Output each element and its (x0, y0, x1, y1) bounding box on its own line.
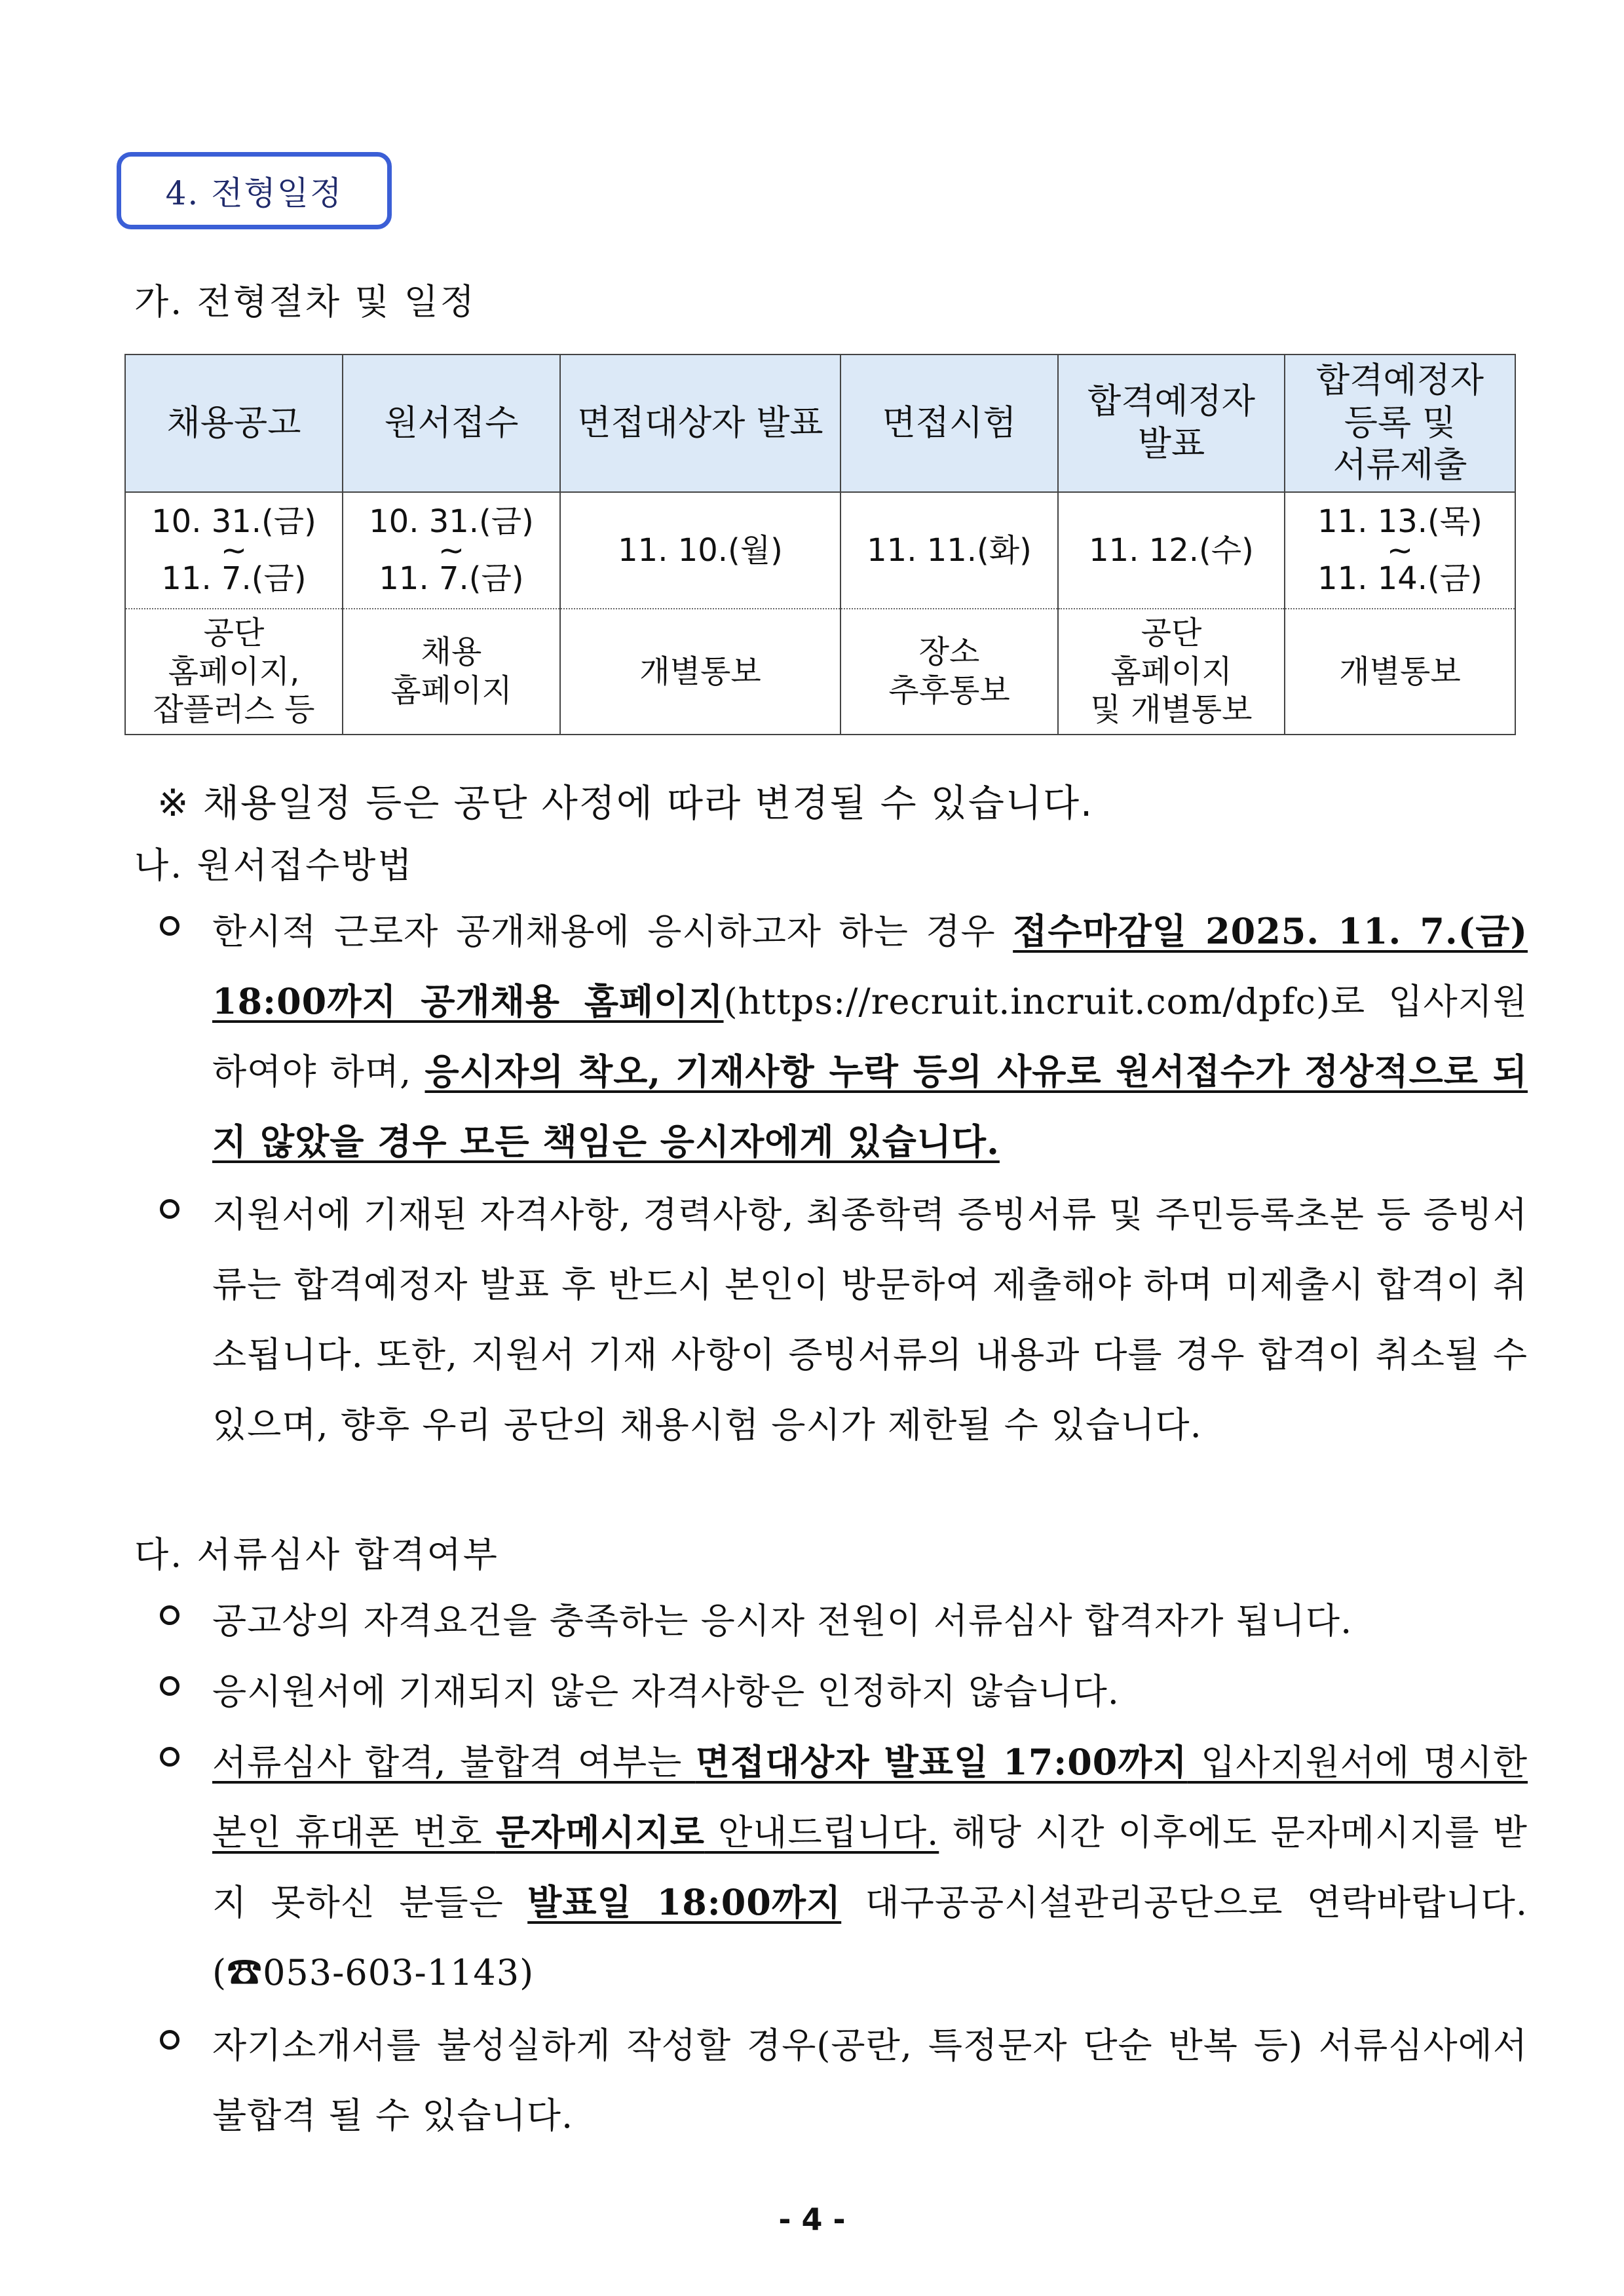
bullet-item (152, 896, 1528, 1177)
date-cell: 11. 13.(목) ~ 11. 14.(금) (1285, 492, 1515, 609)
bullet-text: 지원서에 기재된 자격사항, 경력사항, 최종학력 증빙서류 및 주민등록초본 등 증빙서류는 합격예정자 발표 후 반드시 본인이 방문하여 제출해야 하며 미제출시 합격이 취소됩니다. 또한, 지원서 기재 사항이 증빙서류의 내용과 다를 경우 합격이 취소될 수 있으며, 향후 우리 공단의 채용시험 응시가 제한될 수 있습니다. (212, 1194, 1528, 1445)
date-cell: 11. 10.(월) (560, 492, 840, 609)
method-cell: 개별통보 (1285, 609, 1515, 735)
header-cell: 면접시험 (840, 354, 1058, 492)
section-title: 4. 전형일정 (165, 174, 343, 212)
bullet-item (152, 1727, 1528, 2008)
circle-bullet-icon (160, 916, 179, 936)
bullet-text: 응시원서에 기재되지 않은 자격사항은 인정하지 않습니다. (212, 1671, 1120, 1712)
circle-bullet-icon (160, 1199, 179, 1219)
table-row-dates (125, 492, 1515, 609)
section-title-box (117, 152, 392, 229)
method-cell: 공단 홈페이지, 잡플러스 등 (125, 609, 343, 735)
bullet-item (152, 1586, 1528, 1656)
subheading-a: 가. 전형절차 및 일정 (134, 281, 476, 322)
bullet-text: 자기소개서를 불성실하게 작성할 경우(공란, 특정문자 단순 반복 등) 서류심사에서 불합격 될 수 있습니다. (212, 2025, 1528, 2136)
subheading-c: 다. 서류심사 합격여부 (134, 1534, 499, 1575)
bullet-item (152, 2010, 1528, 2151)
bullet-item (152, 1656, 1528, 1727)
method-cell: 장소 추후통보 (840, 609, 1058, 735)
schedule-table (124, 354, 1516, 735)
method-cell: 개별통보 (560, 609, 840, 735)
table-row-methods (125, 609, 1515, 735)
header-cell: 면접대상자 발표 (560, 354, 840, 492)
method-cell: 채용 홈페이지 (343, 609, 560, 735)
circle-bullet-icon (160, 1747, 179, 1767)
schedule-notice: ※ 채용일정 등은 공단 사정에 따라 변경될 수 있습니다. (157, 782, 1094, 825)
date-cell: 11. 11.(화) (840, 492, 1058, 609)
circle-bullet-icon (160, 1605, 179, 1625)
date-cell: 10. 31.(금) ~ 11. 7.(금) (343, 492, 560, 609)
bullet-text: 서류심사 합격, 불합격 여부는 면접대상자 발표일 17:00까지 입사지원서에 명시한 본인 휴대폰 번호 문자메시지로 안내드립니다. 해당 시간 이후에도 문자메시지를 받지 못하신 분들은 발표일 18:00까지 대구공공시설관리공단으로 연락바랍니다. (☎053-603-1143) (212, 1741, 1528, 1993)
table-header-row (125, 354, 1515, 492)
header-cell: 원서접수 (343, 354, 560, 492)
bullet-text: 공고상의 자격요건을 충족하는 응시자 전원이 서류심사 합격자가 됩니다. (212, 1600, 1353, 1641)
date-cell: 10. 31.(금) ~ 11. 7.(금) (125, 492, 343, 609)
header-cell: 채용공고 (125, 354, 343, 492)
header-cell: 합격예정자 발표 (1058, 354, 1285, 492)
date-cell: 11. 12.(수) (1058, 492, 1285, 609)
subheading-b: 나. 원서접수방법 (134, 845, 414, 886)
header-cell: 합격예정자 등록 및 서류제출 (1285, 354, 1515, 492)
page-number: - 4 - (778, 2202, 846, 2237)
bullet-item (152, 1179, 1528, 1460)
method-cell: 공단 홈페이지 및 개별통보 (1058, 609, 1285, 735)
circle-bullet-icon (160, 2030, 179, 2050)
circle-bullet-icon (160, 1676, 179, 1696)
bullet-text: 한시적 근로자 공개채용에 응시하고자 하는 경우 접수마감일 2025. 11. 7.(금) 18:00까지 공개채용 홈페이지(https://recruit.incruit.com/dpfc)로 입사지원 하여야 하며, 응시자의 착오, 기재사항 누락 등의 사유로 원서접수가 정상적으로 되지 않았을 경우 모든 책임은 응시자에게 있습니다. (212, 910, 1528, 1162)
